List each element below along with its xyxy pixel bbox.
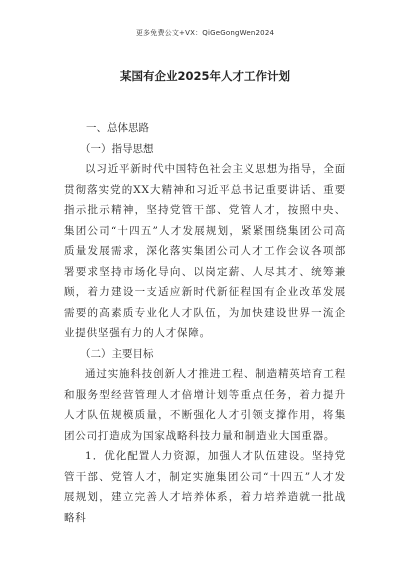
subsection-heading-main-goals: （二）主要目标 [80, 347, 154, 360]
document-body [64, 118, 346, 528]
header-note: 更多免费公文+VX：QiGeGongWen2024 [135, 29, 275, 37]
paragraph-guiding-ideology: 以习近平新时代中国特色社会主义思想为指导，全面贯彻落实党的XX大精神和习近平总书记重要讲话、重要指示批示精神，坚持党管干部、党管人才，按照中央、集团公司“十四五”人才发展规划，紧紧围绕集团公司高质量发展需求，深化落实集团公司人才工作会议各项部署要求坚持市场化导向、以岗定薪、人尽其才、统筹兼顾，着力建设一支适应新时代新征程国有企业改革发展需要的高素质专业化人才队伍，为加快建设世界一流企业提供坚强有力的人才保障。 [64, 163, 346, 339]
subsection-heading-guiding-ideology: （一）指导思想 [80, 142, 154, 155]
paragraph-main-goals: 通过实施科技创新人才推进工程、制造精英培育工程和服务型经营管理人才倍增计划等重点任务，着力提升人才队伍规模质量，不断强化人才引领支撑作用，将集团公司打造成为国家战略科技力量和制造业大国重器。 [64, 368, 346, 442]
document-title: 某国有企业2025年人才工作计划 [119, 69, 290, 83]
section-heading-1: 一、总体思路 [86, 122, 149, 134]
paragraph-item-1: 1．优化配置人力资源，加强人才队伍建设。坚持党管干部、党管人才，制定实施集团公司“十四五”人才发展规划，建立完善人才培养体系，着力培养造就一批战略科 [64, 450, 346, 524]
